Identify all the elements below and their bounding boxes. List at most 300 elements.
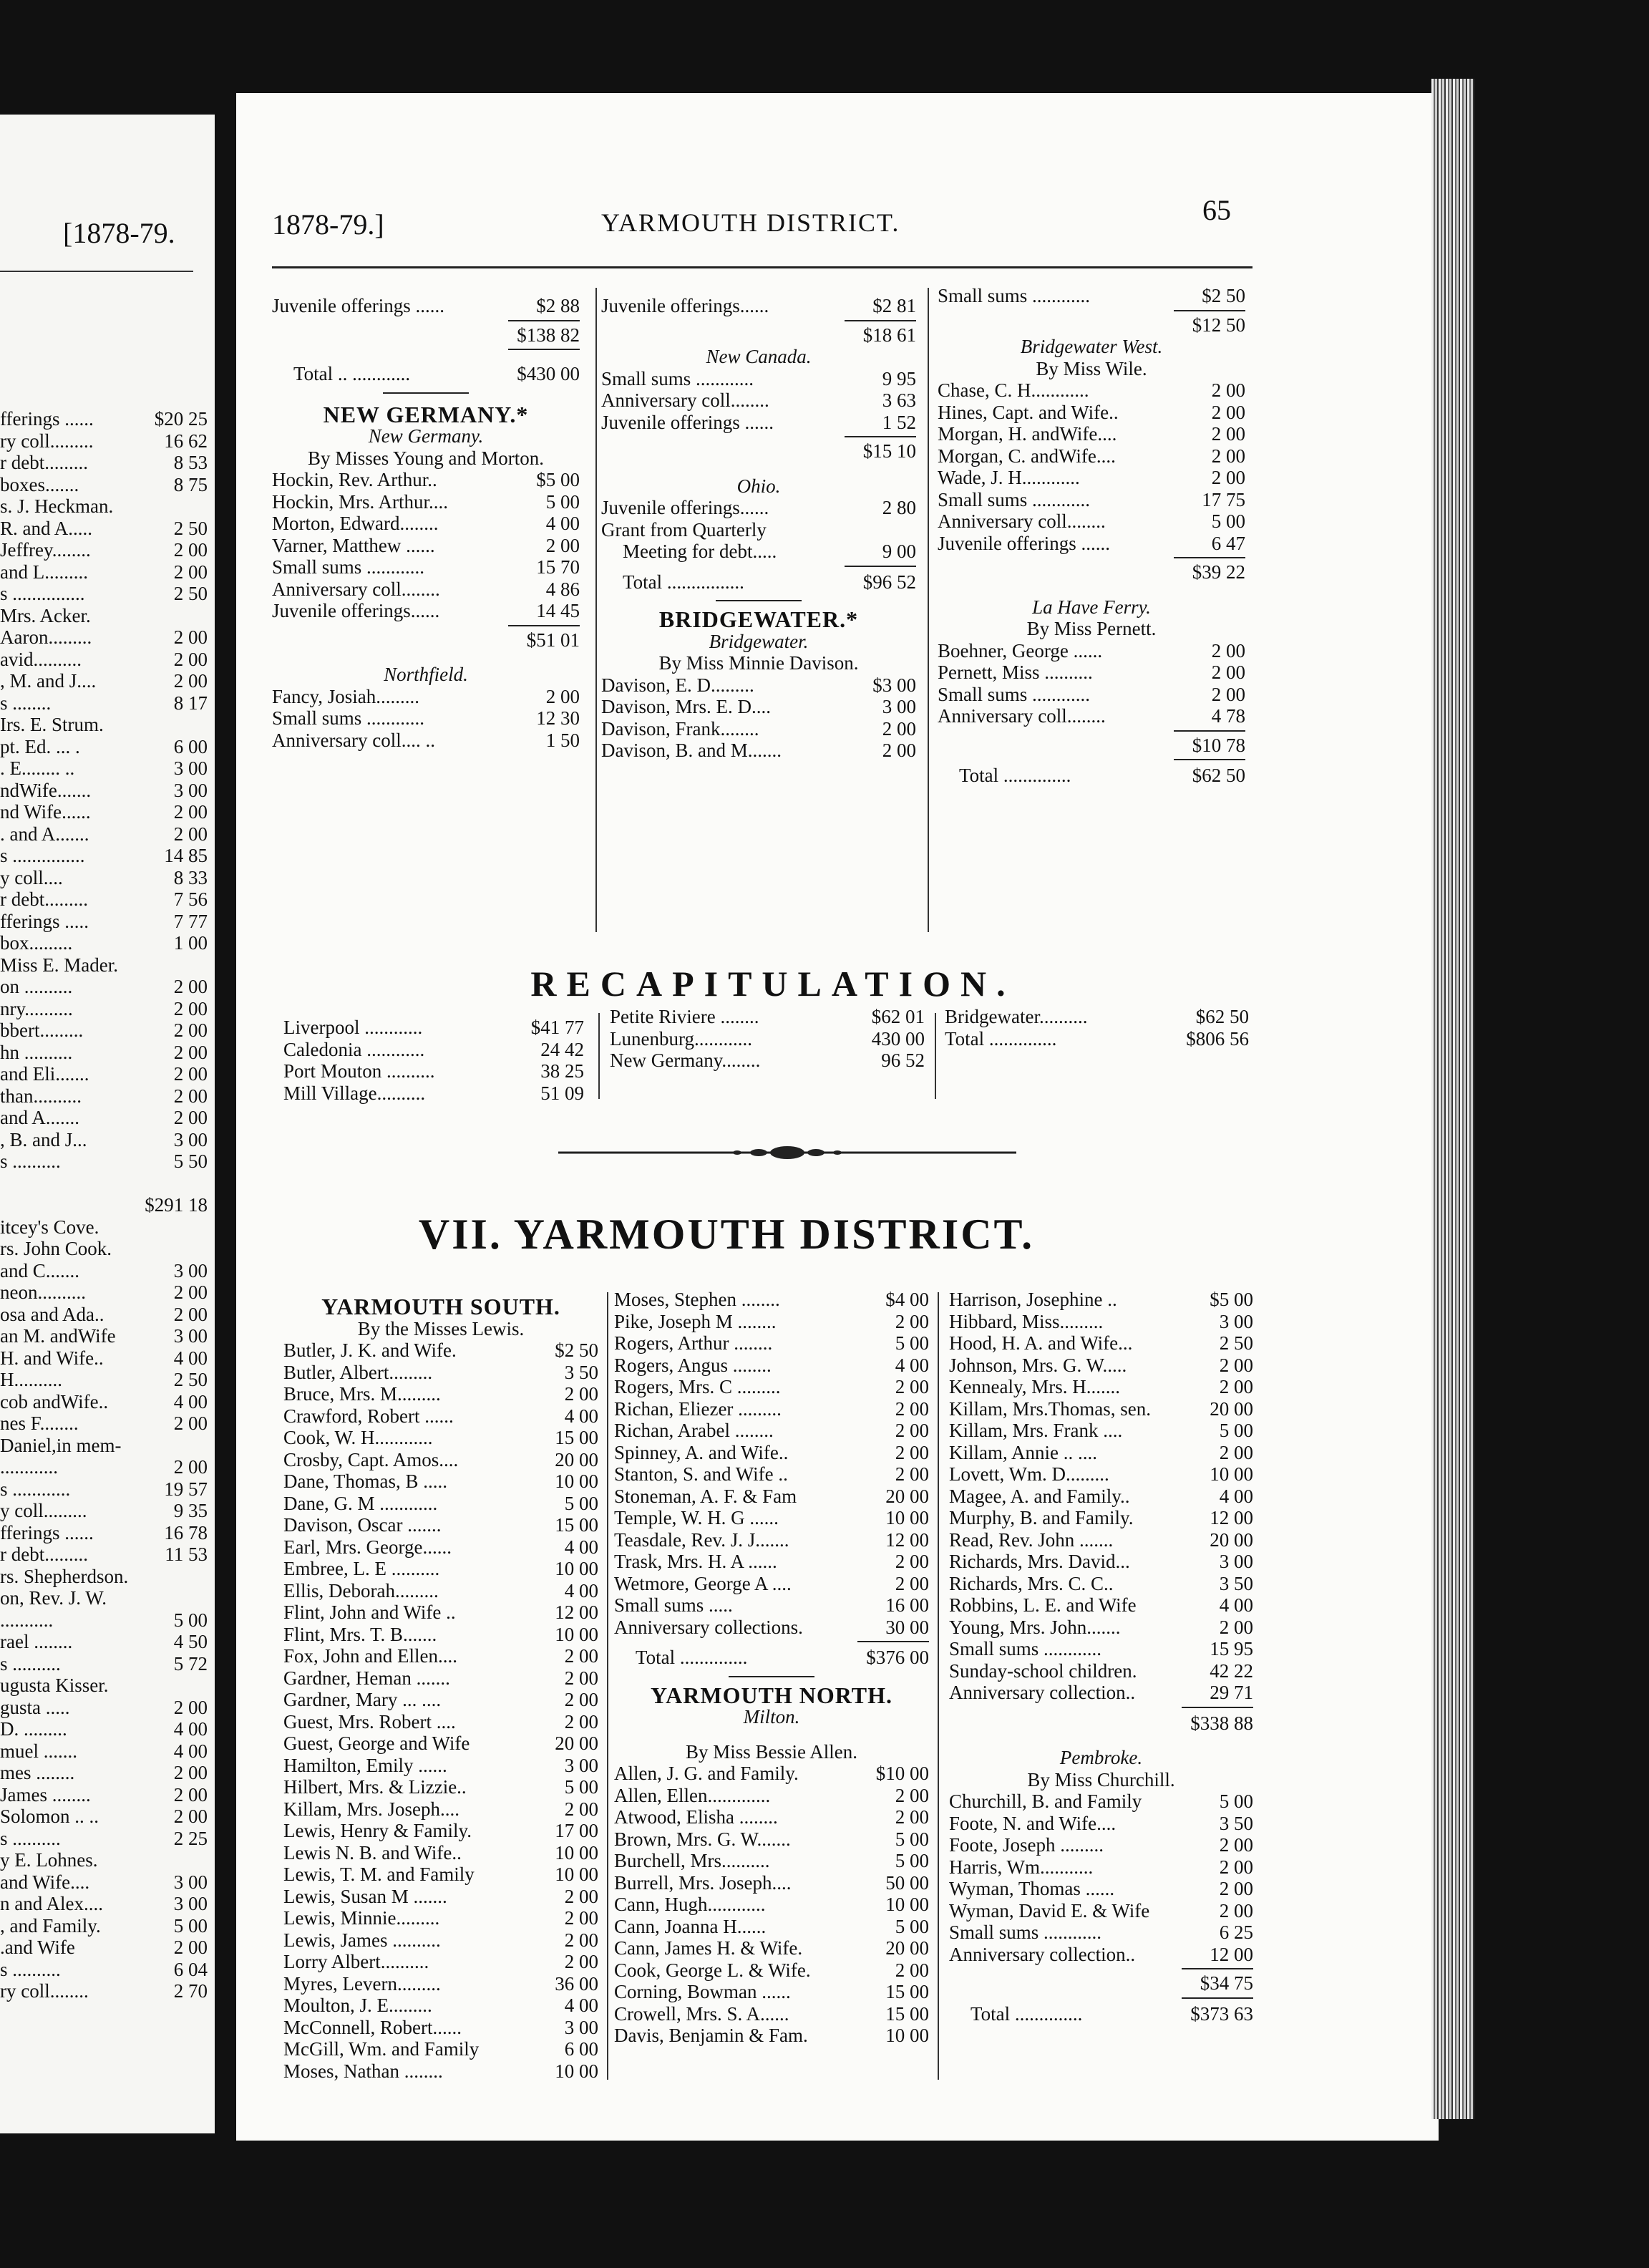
entry-name: Anniversary collection.. <box>949 1943 1136 1965</box>
entry-amount: 20 00 <box>885 1485 929 1507</box>
entry-name: Pike, Joseph M ........ <box>614 1310 777 1332</box>
entry-amount: 5 00 <box>895 1828 929 1850</box>
entry-row <box>938 489 1245 511</box>
entry-row <box>283 1427 598 1449</box>
left-entry-row <box>0 780 208 802</box>
entry-amount: 2 50 <box>173 583 208 604</box>
left-entry-row <box>0 626 208 649</box>
entry-amount: 2 00 <box>173 648 208 670</box>
left-entry-row <box>0 976 208 998</box>
entry-name: Small sums ............ <box>938 488 1091 510</box>
entry-row <box>949 1354 1253 1377</box>
entry-row <box>272 469 580 491</box>
entry-name: avid.......... <box>0 648 82 670</box>
entry-amount: 2 00 <box>1211 423 1245 445</box>
entry-amount: 2 00 <box>895 1310 929 1332</box>
collector-line: By Miss Bessie Allen. <box>685 1740 858 1763</box>
entry-amount: 10 00 <box>555 1864 598 1885</box>
left-entry-row <box>0 1697 208 1719</box>
column-divider <box>938 1292 939 2080</box>
left-entry-row <box>0 845 208 867</box>
entry-amount: 2 00 <box>564 1383 598 1405</box>
entry-name: Daniel,in mem- <box>0 1434 122 1456</box>
entry-row <box>614 1463 929 1486</box>
entry-amount: 4 00 <box>564 1405 598 1427</box>
section-heading-yarmouth-south: YARMOUTH SOUTH. <box>321 1294 560 1319</box>
entry-row <box>614 1354 929 1377</box>
entry-name: Port Mouton .......... <box>283 1060 435 1082</box>
entry-row <box>949 1507 1253 1529</box>
entry-row <box>283 1667 598 1690</box>
entry-amount: 2 00 <box>564 1710 598 1732</box>
entry-name: Richards, Mrs. David... <box>949 1551 1130 1572</box>
entry-amount: 5 50 <box>173 1150 208 1172</box>
entry-name: Killam, Annie .. .... <box>949 1441 1097 1463</box>
left-entry-row <box>0 1566 208 1588</box>
entry-name: Rogers, Mrs. C ......... <box>614 1376 781 1397</box>
entry-name: rs. Shepherdson. <box>0 1565 129 1587</box>
entry-amount: 2 00 <box>1211 401 1245 423</box>
entry-amount: 2 00 <box>882 717 916 740</box>
entry-amount: $10 00 <box>875 1763 929 1784</box>
entry-name: Earl, Mrs. George...... <box>283 1536 452 1558</box>
entry-row <box>283 1039 584 1061</box>
entry-row <box>949 1638 1253 1660</box>
entry-amount: 2 00 <box>545 685 580 707</box>
entry-row <box>283 1558 598 1580</box>
entry-amount: 19 57 <box>164 1478 208 1500</box>
entry-amount: 8 75 <box>173 473 208 495</box>
entry-amount: 9 35 <box>173 1500 208 1521</box>
entry-name: Aaron......... <box>0 626 92 648</box>
entry-row <box>283 1601 598 1624</box>
entry-amount: 5 00 <box>173 1914 208 1937</box>
entry-name: Rogers, Arthur ........ <box>614 1332 773 1354</box>
entry-name: y coll.... <box>0 866 63 888</box>
entry-amount: 2 00 <box>173 1041 208 1063</box>
entry-name: Lewis, T. M. and Family <box>283 1864 475 1885</box>
entry-name: Davison, B. and M....... <box>601 740 782 761</box>
entry-row <box>938 423 1245 445</box>
entry-name: Moulton, J. E......... <box>283 1995 432 2016</box>
entry-amount: 2 50 <box>1219 1332 1253 1354</box>
entry-name: Small sums ............ <box>949 1922 1102 1943</box>
entry-name: Lewis, Henry & Family. <box>283 1820 472 1841</box>
entry-amount: 2 00 <box>564 1689 598 1710</box>
section-heading-new-germany: NEW GERMANY.* <box>323 401 529 427</box>
entry-row <box>283 1951 598 1973</box>
entry-amount: 4 00 <box>564 1536 598 1558</box>
entry-name: Rogers, Angus ........ <box>614 1354 772 1376</box>
entry-row <box>614 1828 929 1851</box>
entry-row <box>283 1580 598 1602</box>
yarmouth-list-continued <box>949 1289 1253 1704</box>
entry-amount: 15 00 <box>885 1981 929 2002</box>
pembroke-list <box>949 1790 1253 1965</box>
entry-amount: 3 00 <box>173 1325 208 1347</box>
bottom-column-3 <box>949 1289 1253 2025</box>
entry-amount: 16 00 <box>885 1594 929 1616</box>
entry-name: ugusta Kisser. <box>0 1675 109 1696</box>
entry-name: muel ....... <box>0 1740 77 1762</box>
entry-amount: 3 00 <box>173 757 208 779</box>
left-entry-row <box>0 1391 208 1413</box>
entry-name: Wyman, David E. & Wife <box>949 1899 1150 1922</box>
entry-amount: 2 00 <box>173 1456 208 1478</box>
left-entry-row <box>0 1675 208 1697</box>
entry-amount: 2 00 <box>895 1420 929 1441</box>
entry-amount: 4 00 <box>1219 1594 1253 1616</box>
entry-row <box>610 1050 925 1072</box>
entry-row <box>272 730 580 752</box>
entry-row <box>938 662 1245 684</box>
entry-name: s ............... <box>0 845 85 866</box>
column-divider <box>607 1292 608 2080</box>
left-entry-row <box>0 1544 208 1566</box>
left-entry-row <box>0 1937 208 1959</box>
place-new-canada: New Canada. <box>706 346 812 367</box>
entry-amount: 4 78 <box>1211 705 1245 727</box>
entry-amount: 20 00 <box>1210 1397 1253 1420</box>
entry-row <box>614 1420 929 1442</box>
entry-amount: 16 62 <box>164 430 208 452</box>
entry-amount: 2 00 <box>173 1762 208 1783</box>
entry-amount: $20 25 <box>154 408 208 430</box>
entry-row <box>949 1878 1253 1900</box>
entry-amount: 5 00 <box>895 1850 929 1871</box>
entry-name: Morgan, C. andWife.... <box>938 445 1116 467</box>
entry-row <box>614 1311 929 1333</box>
entry-amount: 3 00 <box>173 779 208 801</box>
entry-amount: 2 00 <box>895 1441 929 1463</box>
entry-amount: 29 71 <box>1210 1682 1253 1703</box>
entry-name: Anniversary coll........ <box>601 389 769 411</box>
entry-row <box>614 1442 929 1464</box>
entry-name: on, Rev. J. W. <box>0 1587 107 1609</box>
left-entry-row <box>0 474 208 496</box>
entry-row <box>283 1732 598 1755</box>
entry-amount: 15 70 <box>536 556 580 578</box>
entry-row <box>272 491 580 513</box>
entry-amount: 16 78 <box>164 1521 208 1544</box>
entry-row <box>283 1907 598 1929</box>
entry-name: Lorry Albert.......... <box>283 1951 429 1972</box>
entry-name: Caledonia ............ <box>283 1038 425 1060</box>
entry-amount: $41 77 <box>530 1017 584 1038</box>
entry-amount: 20 00 <box>1210 1528 1253 1551</box>
left-page-fragment <box>0 115 215 2133</box>
total-row: Total .............. $376 00 <box>636 1647 929 1668</box>
entry-name: rael ........ <box>0 1631 73 1652</box>
subtotal: $338 88 <box>1190 1712 1253 1734</box>
entry-name: , M. and J.... <box>0 670 97 692</box>
entry-name: Petite Riviere ........ <box>610 1006 759 1027</box>
entry-name: Liverpool ............ <box>283 1017 423 1038</box>
entry-name: s .......... <box>0 1827 61 1849</box>
entry-name: itcey's Cove. <box>0 1216 99 1238</box>
entry-amount: $4 00 <box>885 1289 929 1310</box>
entry-amount: 20 00 <box>555 1732 598 1754</box>
entry-amount: 2 00 <box>545 534 580 556</box>
entry-row <box>272 556 580 578</box>
entry-name: Foote, N. and Wife.... <box>949 1812 1117 1834</box>
left-entry-row <box>0 605 208 627</box>
entry-amount: 15 00 <box>555 1427 598 1448</box>
left-entry-row <box>0 1369 208 1391</box>
left-entry-row <box>0 1849 208 1871</box>
left-entry-row <box>0 757 208 780</box>
left-entry-row <box>0 1347 208 1370</box>
entry-name: Wade, J. H............ <box>938 467 1080 488</box>
entry-row <box>949 1790 1253 1813</box>
entry-row <box>283 1755 598 1777</box>
left-entry-row <box>0 539 208 561</box>
entry-row <box>938 445 1245 467</box>
entry-name: Fancy, Josiah......... <box>272 685 419 707</box>
entry-name: Varner, Matthew ...... <box>272 534 435 556</box>
entry-amount: 12 00 <box>885 1528 929 1551</box>
left-entry-row <box>0 1129 208 1151</box>
entry-name: Solomon .. .. <box>0 1806 99 1827</box>
entry-name: .and Wife <box>0 1937 75 1958</box>
entry-name: Embree, L. E .......... <box>283 1558 440 1579</box>
entry-row <box>272 707 580 730</box>
entry-row <box>614 1850 929 1872</box>
entry-amount: 5 72 <box>173 1652 208 1675</box>
entry-row <box>601 718 916 740</box>
entry-name: Small sums ............ <box>601 367 754 389</box>
entry-amount: 2 00 <box>564 1907 598 1929</box>
entry-amount: 2 00 <box>895 1959 929 1981</box>
recap-column-1 <box>283 1017 584 1104</box>
entry-amount: 5 00 <box>895 1332 929 1354</box>
entry-amount: 6 47 <box>1211 532 1245 554</box>
entry-row <box>949 1311 1253 1333</box>
entry-row <box>949 1813 1253 1835</box>
entry-name: Hood, H. A. and Wife... <box>949 1332 1133 1354</box>
entry-name: nd Wife...... <box>0 801 91 823</box>
entry-amount: $5 00 <box>536 469 580 490</box>
entry-amount: 38 25 <box>540 1060 584 1082</box>
entry-name: Lewis, Susan M ....... <box>283 1885 447 1907</box>
ornament-rule <box>558 1140 1016 1166</box>
entry-row <box>949 1682 1253 1704</box>
entry-name: ........... <box>0 1609 54 1631</box>
entry-amount: 10 00 <box>885 1507 929 1528</box>
left-entry-row <box>0 1871 208 1894</box>
entry-amount: 10 00 <box>555 2060 598 2082</box>
entry-name: Juvenile offerings ...... <box>938 532 1110 554</box>
entry-name: Richan, Eliezer ......... <box>614 1397 782 1420</box>
left-header-rule <box>0 271 193 272</box>
entry-amount: 2 00 <box>882 740 916 761</box>
left-entry-row <box>0 954 208 976</box>
entry-name: Cook, W. H............ <box>283 1427 433 1448</box>
entry-row <box>614 1806 929 1828</box>
entry-amount: 2 00 <box>173 1019 208 1041</box>
entry-name: n and Alex.... <box>0 1893 103 1914</box>
entry-amount: 8 33 <box>173 866 208 888</box>
entry-name: hn .......... <box>0 1041 73 1063</box>
entry-row <box>949 1463 1253 1486</box>
collector-line: By Misses Young and Morton. <box>307 447 545 469</box>
entry-name: Davison, Oscar ....... <box>283 1514 442 1536</box>
entry-name: rs. John Cook. <box>0 1238 112 1259</box>
entry-row <box>949 1944 1253 1966</box>
entry-name: Gardner, Heman ....... <box>283 1667 450 1689</box>
district-heading: VII. YARMOUTH DISTRICT. <box>418 1211 1035 1258</box>
entry-amount: 2 00 <box>895 1551 929 1572</box>
entry-row: Juvenile offerings ...... $2 88 <box>272 295 580 316</box>
entry-row: Small sums ............ $2 50 <box>938 285 1245 306</box>
yarmouth-south-continued-list <box>614 1289 929 1638</box>
entry-amount: 4 00 <box>545 513 580 534</box>
entry-name: Morgan, H. andWife.... <box>938 423 1117 445</box>
entry-row <box>601 389 916 412</box>
entry-name: R. and A..... <box>0 517 93 539</box>
entry-name: . E........ .. <box>0 757 75 779</box>
entry-amount: 2 00 <box>1211 379 1245 401</box>
entry-amount: 2 00 <box>1211 445 1245 467</box>
left-entry-row <box>0 1150 208 1173</box>
entry-name: Pernett, Miss .......... <box>938 662 1093 683</box>
entry-name: Guest, Mrs. Robert .... <box>283 1710 456 1732</box>
subtotal: $12 50 <box>1192 314 1245 336</box>
entry-amount: 2 00 <box>173 1063 208 1085</box>
entry-row <box>283 1842 598 1864</box>
entry-row <box>610 1028 925 1050</box>
left-entry-row <box>0 495 208 518</box>
entry-name: and A....... <box>0 1107 79 1128</box>
entry-amount: 1 00 <box>173 932 208 954</box>
entry-row <box>283 1514 598 1536</box>
entry-amount: 5 00 <box>1211 510 1245 532</box>
entry-name: Foote, Joseph ......... <box>949 1834 1104 1856</box>
entry-name: Hilbert, Mrs. & Lizzie.. <box>283 1776 467 1798</box>
entry-amount: 9 00 <box>882 541 916 562</box>
entry-amount: 2 00 <box>1219 1899 1253 1922</box>
entry-name: McGill, Wm. and Family <box>283 2038 480 2060</box>
collector-line: By Miss Wile. <box>1036 357 1147 379</box>
entry-amount: 10 00 <box>555 1558 598 1579</box>
entry-row <box>614 1872 929 1894</box>
entry-row <box>283 1383 598 1405</box>
subtotal: $10 78 <box>1192 734 1245 756</box>
entry-row <box>614 1398 929 1420</box>
left-entry-row <box>0 1806 208 1828</box>
entry-name: Stanton, S. and Wife .. <box>614 1463 788 1485</box>
entry-row <box>938 467 1245 489</box>
entry-amount: 4 00 <box>895 1354 929 1376</box>
entry-amount: 2 00 <box>895 1572 929 1594</box>
left-entry-row <box>0 1194 208 1216</box>
entry-amount: 14 85 <box>164 845 208 866</box>
entry-amount: 12 00 <box>555 1601 598 1623</box>
entry-row <box>272 600 580 622</box>
entry-row <box>601 696 916 718</box>
new-germany-list <box>272 469 580 622</box>
entry-amount: 5 00 <box>564 1776 598 1798</box>
entry-name: nry.......... <box>0 997 73 1019</box>
entry-row <box>614 1763 929 1785</box>
entry-amount: 2 00 <box>173 1303 208 1325</box>
collector-line: By Miss Pernett. <box>1026 618 1157 639</box>
entry-row <box>283 1798 598 1821</box>
entry-name: Crowell, Mrs. S. A...... <box>614 2002 789 2025</box>
entry-amount: 2 00 <box>564 1798 598 1820</box>
entry-name: r debt......... <box>0 452 88 473</box>
entry-row <box>945 1028 1249 1050</box>
entry-name: s .......... <box>0 1958 61 1980</box>
entry-amount: 3 00 <box>173 1128 208 1150</box>
entry-amount: 12 00 <box>1210 1943 1253 1965</box>
entry-amount: 6 25 <box>1219 1922 1253 1943</box>
entry-row <box>949 1332 1253 1354</box>
entry-amount: 3 63 <box>882 389 916 411</box>
entry-name: Magee, A. and Family.. <box>949 1485 1130 1507</box>
entry-name: Jeffrey........ <box>0 539 91 561</box>
yarmouth-south-list <box>283 1339 598 2082</box>
left-entry-row <box>0 649 208 671</box>
entry-row <box>938 510 1245 533</box>
entry-row <box>283 2038 598 2060</box>
entry-name: Crawford, Robert ...... <box>283 1405 454 1427</box>
entry-amount: 2 00 <box>895 1806 929 1828</box>
entry-name: Burrell, Mrs. Joseph.... <box>614 1871 792 1894</box>
entry-name: Small sums ............ <box>938 683 1091 705</box>
bridgewater-list <box>601 674 916 762</box>
top-column-2 <box>601 295 916 762</box>
entry-row <box>283 1536 598 1559</box>
entry-row <box>283 1405 598 1428</box>
entry-amount: 10 00 <box>555 1841 598 1864</box>
left-entry-row <box>0 1522 208 1544</box>
total-row: Total .............. $373 63 <box>971 2002 1253 2025</box>
entry-name: Wyman, Thomas ...... <box>949 1878 1115 1899</box>
entry-row <box>949 1420 1253 1442</box>
entry-row <box>614 1594 929 1617</box>
entry-name: Chase, C. H............ <box>938 379 1089 401</box>
entry-amount: 5 00 <box>895 1915 929 1937</box>
left-entry-row <box>0 1238 208 1260</box>
entry-name: Temple, W. H. G ...... <box>614 1507 779 1528</box>
left-entry-row <box>0 1500 208 1522</box>
subtotal: $39 22 <box>1192 561 1245 583</box>
entry-name: Harrison, Josephine .. <box>949 1289 1117 1310</box>
entry-amount: 4 00 <box>564 1579 598 1601</box>
left-entry-row <box>0 1281 208 1304</box>
entry-amount: 8 17 <box>173 692 208 714</box>
entry-name: New Germany........ <box>610 1050 761 1071</box>
left-entry-row <box>0 867 208 889</box>
entry-amount: 5 00 <box>173 1609 208 1631</box>
entry-name: Hibbard, Miss......... <box>949 1310 1104 1332</box>
entry-amount: 2 00 <box>1219 1354 1253 1376</box>
entry-row <box>283 2017 598 2039</box>
entry-amount: 2 00 <box>1219 1878 1253 1899</box>
entry-name: Butler, Albert......... <box>283 1361 433 1383</box>
entry-amount: 2 00 <box>1211 662 1245 683</box>
left-entry-row <box>0 670 208 692</box>
entry-amount: 4 00 <box>173 1347 208 1369</box>
entry-amount: 17 75 <box>1202 488 1245 510</box>
entry-amount: 51 09 <box>540 1082 584 1104</box>
entry-name: Davison, Mrs. E. D.... <box>601 696 771 717</box>
entry-amount: 2 00 <box>1219 1856 1253 1878</box>
entry-amount: 3 50 <box>1219 1812 1253 1834</box>
place-milton: Milton. <box>743 1706 800 1727</box>
entry-name: ndWife....... <box>0 779 92 801</box>
